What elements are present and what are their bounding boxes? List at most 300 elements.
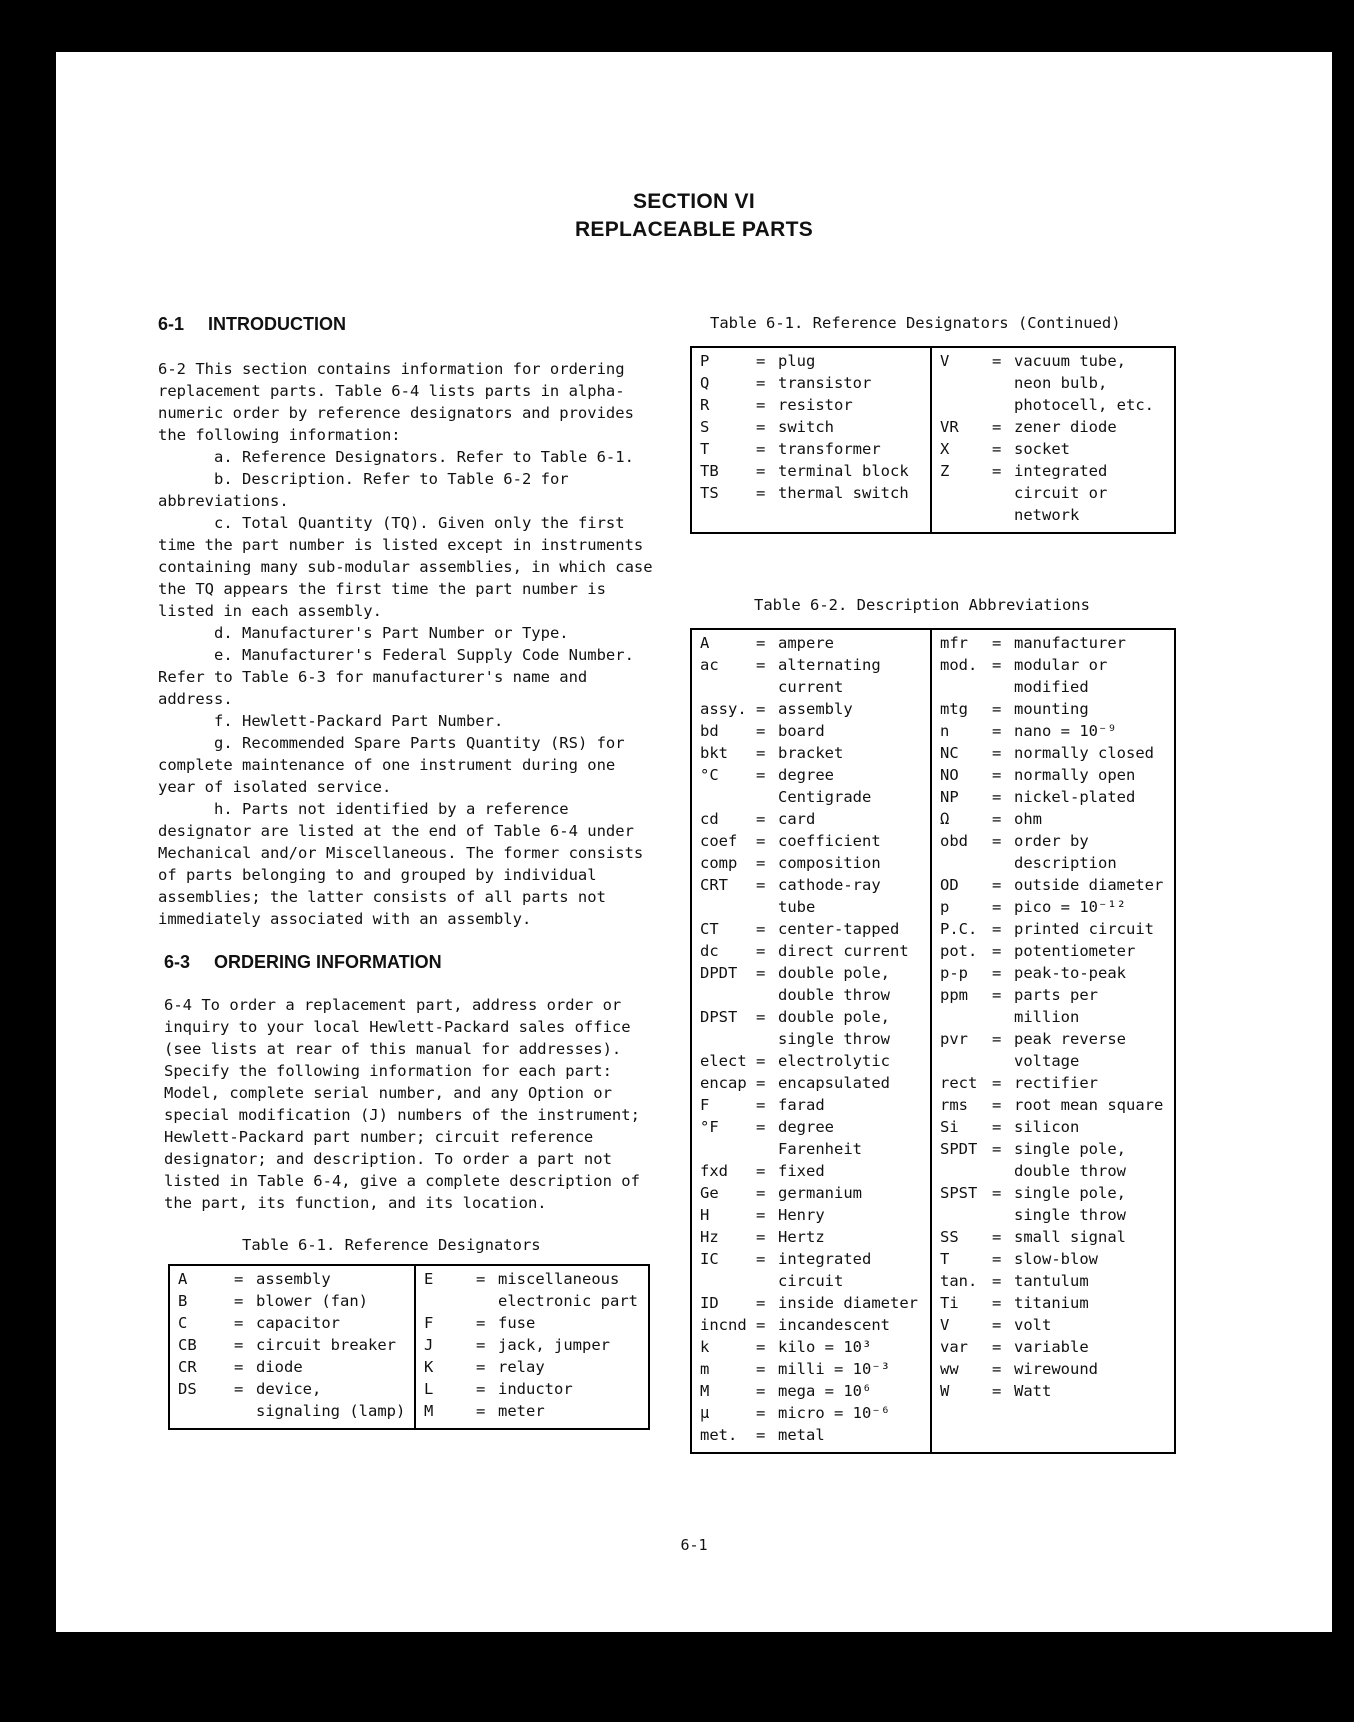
designator-code: F [424, 1314, 434, 1332]
designator-code: rms [940, 1096, 968, 1114]
designator-row [940, 1336, 1166, 1358]
equals-sign: = [992, 352, 1002, 370]
designator-description: jack, jumper [498, 1336, 610, 1354]
intro-list-item: d. Manufacturer's Part Number or Type. [214, 624, 569, 642]
designator-code: Ω [940, 810, 950, 828]
designator-description: zener diode [1014, 418, 1117, 436]
equals-sign: = [756, 656, 766, 674]
designator-description: assembly [256, 1270, 331, 1288]
designator-code: ww [940, 1360, 959, 1378]
designator-row [424, 1312, 640, 1334]
designator-description: socket [1014, 440, 1070, 458]
section-title: SECTION VI [632, 190, 756, 213]
designator-description: wirewound [1014, 1360, 1098, 1378]
designator-code: fxd [700, 1162, 728, 1180]
designator-row [700, 1336, 922, 1358]
designator-row [940, 350, 1166, 416]
equals-sign: = [992, 942, 1002, 960]
designator-code: CB [178, 1336, 197, 1354]
table61 [168, 1264, 650, 1430]
designator-code: elect [700, 1052, 747, 1070]
designator-code: V [940, 352, 950, 370]
designator-row [940, 632, 1166, 654]
equals-sign: = [756, 1360, 766, 1378]
designator-description: printed circuit [1014, 920, 1154, 938]
designator-row [940, 940, 1166, 962]
intro-heading-text: INTRODUCTION [208, 314, 346, 334]
designator-row [700, 1424, 922, 1446]
designator-code: k [700, 1338, 710, 1356]
equals-sign: = [992, 766, 1002, 784]
designator-row [940, 984, 1166, 1028]
designator-row [940, 1226, 1166, 1248]
ordering-heading [164, 952, 442, 973]
designator-description: outside diameter [1014, 876, 1164, 894]
designator-description: tantulum [1014, 1272, 1089, 1290]
equals-sign: = [756, 876, 766, 894]
designator-row [700, 1380, 922, 1402]
designator-row [940, 808, 1166, 830]
equals-sign: = [756, 1052, 766, 1070]
designator-row [940, 1248, 1166, 1270]
equals-sign: = [756, 1338, 766, 1356]
manual-page [56, 52, 1332, 1632]
intro-heading-number: 6-1 [158, 314, 185, 334]
designator-code: n [940, 722, 950, 740]
equals-sign: = [756, 722, 766, 740]
designator-description: small signal [1014, 1228, 1126, 1246]
designator-code: cd [700, 810, 719, 828]
equals-sign: = [756, 766, 766, 784]
equals-sign: = [756, 920, 766, 938]
equals-sign: = [234, 1270, 244, 1288]
designator-description: micro = 10⁻⁶ [778, 1404, 890, 1422]
designator-row [940, 962, 1166, 984]
equals-sign: = [756, 1096, 766, 1114]
designator-row [700, 940, 922, 962]
equals-sign: = [756, 1206, 766, 1224]
equals-sign: = [756, 1250, 766, 1268]
designator-description: degree Centigrade [778, 766, 872, 806]
designator-description: mounting [1014, 700, 1089, 718]
equals-sign: = [992, 1316, 1002, 1334]
designator-row [178, 1268, 406, 1290]
designator-code: comp [700, 854, 738, 872]
designator-description: diode [256, 1358, 303, 1376]
equals-sign: = [992, 1074, 1002, 1092]
ordering-paragraph: 6-4 To order a replacement part, address order or inquiry to your local Hewlett-Packard sales office (see lists at rear of this manual for addresses). Specify the following information for each part: Model, complete serial number, and any Option or special modification (J) numbers of the instrument; Hewlett-Packard part number; circuit reference designator; and description. To order a part not listed in Table 6-4, give a complete description of the part, its function, and its location. [164, 996, 640, 1212]
designator-description: milli = 10⁻³ [778, 1360, 890, 1378]
designator-description: mega = 10⁶ [778, 1382, 872, 1400]
equals-sign: = [756, 1074, 766, 1092]
designator-code: m [700, 1360, 710, 1378]
designator-code: T [700, 440, 710, 458]
designator-row [940, 1072, 1166, 1094]
designator-row [940, 720, 1166, 742]
designator-row [424, 1400, 640, 1422]
designator-description: plug [778, 352, 816, 370]
designator-row [700, 1006, 922, 1050]
table61cont-left-column [691, 347, 931, 533]
designator-code: p [940, 898, 950, 916]
designator-description: volt [1014, 1316, 1052, 1334]
designator-code: mfr [940, 634, 968, 652]
designator-row [940, 874, 1166, 896]
designator-row [940, 1138, 1166, 1182]
designator-description: composition [778, 854, 881, 872]
designator-description: switch [778, 418, 834, 436]
designator-row [940, 460, 1166, 526]
designator-code: coef [700, 832, 738, 850]
designator-row [700, 1292, 922, 1314]
designator-row [700, 808, 922, 830]
equals-sign: = [992, 440, 1002, 458]
designator-code: var [940, 1338, 968, 1356]
designator-description: normally closed [1014, 744, 1154, 762]
designator-code: A [700, 634, 710, 652]
equals-sign: = [756, 484, 766, 502]
designator-row [700, 1160, 922, 1182]
designator-code: met. [700, 1426, 738, 1444]
designator-description: double pole, double throw [778, 964, 890, 1004]
designator-row [940, 416, 1166, 438]
table62 [690, 628, 1176, 1454]
designator-code: ac [700, 656, 719, 674]
designator-row [700, 1182, 922, 1204]
designator-description: degree Farenheit [778, 1118, 862, 1158]
designator-code: °F [700, 1118, 719, 1136]
designator-row [700, 482, 922, 504]
designator-description: encapsulated [778, 1074, 890, 1092]
designator-code: K [424, 1358, 434, 1376]
designator-code: P.C. [940, 920, 978, 938]
designator-row [940, 654, 1166, 698]
designator-row [940, 764, 1166, 786]
designator-description: terminal block [778, 462, 909, 480]
designator-code: rect [940, 1074, 978, 1092]
designator-description: Hertz [778, 1228, 825, 1246]
designator-description: coefficient [778, 832, 881, 850]
designator-description: circuit breaker [256, 1336, 396, 1354]
section-subtitle: REPLACEABLE PARTS [574, 218, 814, 241]
designator-description: pico = 10⁻¹² [1014, 898, 1126, 916]
designator-code: NO [940, 766, 959, 784]
designator-code: pot. [940, 942, 978, 960]
equals-sign: = [992, 1118, 1002, 1136]
equals-sign: = [992, 1096, 1002, 1114]
designator-description: parts per million [1014, 986, 1098, 1026]
equals-sign: = [992, 1228, 1002, 1246]
designator-row [940, 1182, 1166, 1226]
designator-description: normally open [1014, 766, 1136, 784]
designator-code: DPST [700, 1008, 738, 1026]
designator-description: fuse [498, 1314, 536, 1332]
designator-code: Hz [700, 1228, 719, 1246]
designator-code: CT [700, 920, 719, 938]
equals-sign: = [756, 1382, 766, 1400]
intro-list-item: g. Recommended Spare Parts Quantity (RS) for complete maintenance of one instrument during one year of isolated service. [158, 734, 625, 796]
designator-description: cathode-ray tube [778, 876, 881, 916]
equals-sign: = [756, 1404, 766, 1422]
equals-sign: = [992, 1250, 1002, 1268]
designator-description: incandescent [778, 1316, 890, 1334]
table61cont-caption: Table 6-1. Reference Designators (Continued) [710, 314, 1121, 332]
designator-code: TB [700, 462, 719, 480]
equals-sign: = [992, 1030, 1002, 1048]
designator-code: SPST [940, 1184, 978, 1202]
designator-row [700, 438, 922, 460]
designator-row [700, 416, 922, 438]
designator-row [700, 1116, 922, 1160]
equals-sign: = [234, 1336, 244, 1354]
designator-description: device, signaling (lamp) [256, 1380, 406, 1420]
designator-row [940, 1380, 1166, 1402]
equals-sign: = [756, 418, 766, 436]
designator-row [700, 918, 922, 940]
equals-sign: = [992, 964, 1002, 982]
designator-description: nickel-plated [1014, 788, 1136, 806]
designator-description: direct current [778, 942, 909, 960]
designator-code: ppm [940, 986, 968, 1004]
designator-code: mod. [940, 656, 978, 674]
designator-description: metal [778, 1426, 825, 1444]
equals-sign: = [234, 1292, 244, 1310]
table62-left-column [691, 629, 931, 1453]
designator-description: Henry [778, 1206, 825, 1224]
designator-row [700, 698, 922, 720]
intro-body [158, 358, 658, 930]
designator-description: ampere [778, 634, 834, 652]
designator-row [700, 1072, 922, 1094]
designator-row [940, 742, 1166, 764]
designator-code: M [700, 1382, 710, 1400]
equals-sign: = [992, 634, 1002, 652]
designator-row [424, 1356, 640, 1378]
equals-sign: = [992, 832, 1002, 850]
designator-row [940, 1028, 1166, 1072]
designator-description: center-tapped [778, 920, 900, 938]
designator-code: F [700, 1096, 710, 1114]
equals-sign: = [756, 374, 766, 392]
equals-sign: = [234, 1358, 244, 1376]
designator-code: p-p [940, 964, 968, 982]
designator-code: tan. [940, 1272, 978, 1290]
designator-description: peak-to-peak [1014, 964, 1126, 982]
designator-row [700, 1204, 922, 1226]
designator-row [700, 830, 922, 852]
ordering-body [164, 994, 664, 1214]
designator-row [700, 742, 922, 764]
designator-code: NC [940, 744, 959, 762]
designator-description: farad [778, 1096, 825, 1114]
table62-caption: Table 6-2. Description Abbreviations [754, 596, 1090, 614]
designator-code: CR [178, 1358, 197, 1376]
designator-code: IC [700, 1250, 719, 1268]
equals-sign: = [992, 810, 1002, 828]
designator-code: dc [700, 942, 719, 960]
designator-code: bkt [700, 744, 728, 762]
designator-description: electrolytic [778, 1052, 890, 1070]
designator-row [700, 1248, 922, 1292]
designator-code: X [940, 440, 950, 458]
designator-code: μ [700, 1404, 710, 1422]
equals-sign: = [992, 722, 1002, 740]
designator-row [700, 1358, 922, 1380]
designator-row [940, 1116, 1166, 1138]
designator-row [424, 1334, 640, 1356]
designator-code: E [424, 1270, 434, 1288]
designator-row [940, 438, 1166, 460]
designator-description: titanium [1014, 1294, 1089, 1312]
equals-sign: = [756, 634, 766, 652]
equals-sign: = [992, 462, 1002, 480]
intro-list-item: a. Reference Designators. Refer to Table 6-1. [214, 448, 634, 466]
equals-sign: = [476, 1270, 486, 1288]
intro-heading [158, 314, 346, 335]
equals-sign: = [756, 700, 766, 718]
designator-description: meter [498, 1402, 545, 1420]
designator-code: H [700, 1206, 710, 1224]
designator-description: modular or modified [1014, 656, 1108, 696]
designator-description: nano = 10⁻⁹ [1014, 722, 1117, 740]
designator-row [940, 1094, 1166, 1116]
ordering-heading-text: ORDERING INFORMATION [214, 952, 442, 972]
table61cont [690, 346, 1176, 534]
equals-sign: = [756, 810, 766, 828]
designator-description: alternating current [778, 656, 881, 696]
designator-code: W [940, 1382, 950, 1400]
designator-row [700, 874, 922, 918]
intro-list-item: b. Description. Refer to Table 6-2 for abbreviations. [158, 470, 569, 510]
designator-description: miscellaneous electronic part [498, 1270, 638, 1310]
designator-code: M [424, 1402, 434, 1420]
designator-code: incnd [700, 1316, 747, 1334]
equals-sign: = [756, 1162, 766, 1180]
equals-sign: = [756, 854, 766, 872]
designator-description: manufacturer [1014, 634, 1126, 652]
equals-sign: = [476, 1358, 486, 1376]
designator-code: NP [940, 788, 959, 806]
designator-code: A [178, 1270, 188, 1288]
designator-description: board [778, 722, 825, 740]
designator-row [940, 918, 1166, 940]
equals-sign: = [234, 1314, 244, 1332]
equals-sign: = [992, 418, 1002, 436]
designator-code: R [700, 396, 710, 414]
equals-sign: = [234, 1380, 244, 1398]
equals-sign: = [756, 832, 766, 850]
intro-list-item: e. Manufacturer's Federal Supply Code Number. Refer to Table 6-3 for manufacturer's name and address. [158, 646, 634, 708]
equals-sign: = [992, 744, 1002, 762]
designator-row [700, 1050, 922, 1072]
intro-list-item: h. Parts not identified by a reference designator are listed at the end of Table 6-4 under Mechanical and/or Miscellaneous. The former consists of parts belonging to and grouped by individual assemblies; the latter consists of all parts not immediately associated with an assembly. [158, 800, 644, 928]
designator-code: Si [940, 1118, 959, 1136]
designator-description: variable [1014, 1338, 1089, 1356]
designator-row [700, 350, 922, 372]
designator-code: obd [940, 832, 968, 850]
designator-row [700, 1314, 922, 1336]
designator-row [940, 1292, 1166, 1314]
designator-code: OD [940, 876, 959, 894]
designator-description: single pole, single throw [1014, 1184, 1126, 1224]
designator-description: bracket [778, 744, 844, 762]
designator-code: Ti [940, 1294, 959, 1312]
designator-row [424, 1378, 640, 1400]
equals-sign: = [476, 1336, 486, 1354]
designator-code: pvr [940, 1030, 968, 1048]
equals-sign: = [756, 1294, 766, 1312]
designator-code: C [178, 1314, 188, 1332]
designator-code: DPDT [700, 964, 738, 982]
equals-sign: = [756, 1426, 766, 1444]
intro-list-item: c. Total Quantity (TQ). Given only the first time the part number is listed except in instruments containing many sub-modular assemblies, in which case the TQ appears the first time the part number is listed in each assembly. [158, 514, 653, 620]
designator-row [940, 1314, 1166, 1336]
designator-code: L [424, 1380, 434, 1398]
designator-row [424, 1268, 640, 1312]
page-number: 6-1 [680, 1536, 708, 1554]
equals-sign: = [992, 1272, 1002, 1290]
designator-row [700, 852, 922, 874]
designator-code: TS [700, 484, 719, 502]
equals-sign: = [756, 1316, 766, 1334]
designator-row [700, 764, 922, 808]
designator-description: ohm [1014, 810, 1042, 828]
equals-sign: = [992, 1294, 1002, 1312]
equals-sign: = [476, 1314, 486, 1332]
designator-code: ID [700, 1294, 719, 1312]
designator-code: VR [940, 418, 959, 436]
designator-code: J [424, 1336, 434, 1354]
designator-code: °C [700, 766, 719, 784]
designator-code: S [700, 418, 710, 436]
designator-code: P [700, 352, 710, 370]
equals-sign: = [992, 1338, 1002, 1356]
designator-row [940, 1270, 1166, 1292]
designator-row [700, 632, 922, 654]
equals-sign: = [992, 1382, 1002, 1400]
designator-code: CRT [700, 876, 728, 894]
designator-code: B [178, 1292, 188, 1310]
equals-sign: = [992, 920, 1002, 938]
designator-description: kilo = 10³ [778, 1338, 872, 1356]
designator-row [940, 830, 1166, 874]
designator-description: inductor [498, 1380, 573, 1398]
equals-sign: = [756, 440, 766, 458]
designator-row [178, 1334, 406, 1356]
table61-left-column [169, 1265, 415, 1429]
equals-sign: = [992, 986, 1002, 1004]
designator-code: SS [940, 1228, 959, 1246]
designator-row [940, 896, 1166, 918]
designator-description: resistor [778, 396, 853, 414]
designator-description: fixed [778, 1162, 825, 1180]
equals-sign: = [992, 1184, 1002, 1202]
designator-row [700, 962, 922, 1006]
designator-description: blower (fan) [256, 1292, 368, 1310]
designator-description: potentiometer [1014, 942, 1136, 960]
designator-description: peak reverse voltage [1014, 1030, 1126, 1070]
designator-code: Z [940, 462, 950, 480]
designator-description: inside diameter [778, 1294, 918, 1312]
equals-sign: = [992, 898, 1002, 916]
designator-row [178, 1290, 406, 1312]
equals-sign: = [992, 1360, 1002, 1378]
designator-row [700, 372, 922, 394]
equals-sign: = [756, 744, 766, 762]
designator-row [700, 460, 922, 482]
designator-row [940, 698, 1166, 720]
designator-row [178, 1378, 406, 1422]
